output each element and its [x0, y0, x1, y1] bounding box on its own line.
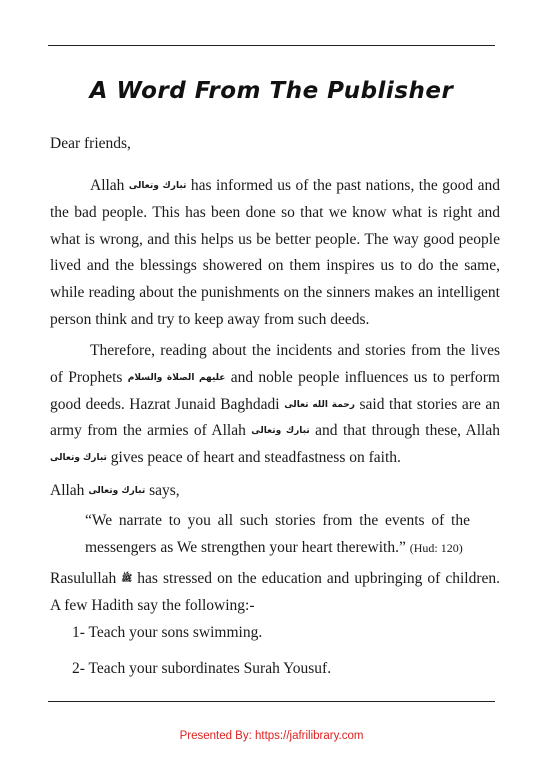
p3-text-b: has stressed on the education and upbringing of children. A few Hadith say the following:- [50, 570, 501, 614]
arabic-honorific: رحمة الله تعالى [284, 399, 355, 410]
arabic-honorific: تبارك وتعالى [88, 486, 146, 496]
paragraph-3 [50, 566, 500, 620]
paragraph-1 [50, 173, 500, 334]
p3-text-a: Rasulullah [50, 570, 117, 587]
arabic-honorific: تبارك وتعالى [128, 181, 187, 191]
quote-citation: (Hud: 120) [409, 541, 463, 555]
page-title: A Word From The Publisher [89, 78, 454, 104]
list-item: 2- Teach your subordinates Surah Yousuf. [72, 660, 332, 677]
salutation: Dear friends, [50, 135, 131, 152]
p2-text-c: said that stories are an army from the armies of Allah [50, 395, 501, 440]
list-item: 1- Teach your sons swimming. [72, 624, 263, 641]
quran-quote [85, 507, 470, 562]
p2-text-e: gives peace of heart and steadfastness on faith. [110, 449, 401, 467]
presented-by-footer[interactable]: Presented By: https://jafrilibrary.com [179, 730, 364, 742]
arabic-honorific: ﷺ [121, 574, 133, 584]
p1-text-b: has informed us of the past nations, the good and the bad people. This has been done so that we know what is right and what is wrong, and this helps us be better people. The way good people lived and the blessings showered on them inspires us to do the same, while reading about the punishments on the sinners makes an intelligent person think and try to keep away from such deeds. [50, 177, 501, 328]
top-rule [48, 45, 495, 46]
p2-text-b: and noble people influences us to perform good deeds. Hazrat Junaid Baghdadi [50, 368, 500, 413]
arabic-honorific: تبارك وتعالى [50, 453, 107, 464]
p2-text-a: Therefore, reading about the incidents and stories from the lives of Prophets [50, 342, 500, 386]
bottom-rule [48, 701, 495, 702]
p1-text-a: Allah [90, 177, 125, 194]
p2-text-d: and that through these, Allah [315, 422, 500, 440]
says-text-b: says, [149, 482, 180, 499]
arabic-honorific: تبارك وتعالى [251, 426, 310, 437]
arabic-honorific: عليهم الصلاة والسلام [127, 372, 226, 383]
quote-text: “We narrate to you all such stories from the events of the messengers as We strengthen your heart therewith.” [85, 512, 470, 556]
paragraph-2 [50, 338, 500, 472]
says-text-a: Allah [50, 482, 85, 499]
allah-says-line [50, 478, 500, 505]
